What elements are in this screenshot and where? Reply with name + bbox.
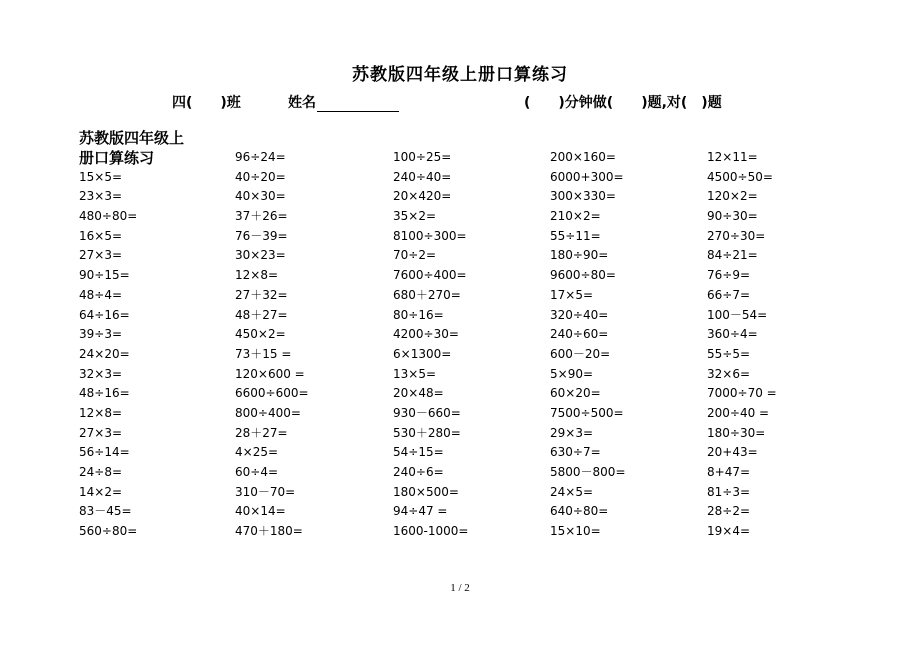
- math-problem: 12×8=: [235, 268, 279, 283]
- math-problem: 7600÷400=: [393, 268, 467, 283]
- problem-column-5: [707, 148, 777, 542]
- math-problem: 240÷60=: [550, 327, 609, 342]
- math-problem: 630÷7=: [550, 445, 601, 460]
- math-problem: 23×3=: [79, 189, 123, 204]
- section-heading: [79, 128, 184, 168]
- math-problem: 27×3=: [79, 248, 123, 263]
- math-problem: 40×14=: [235, 504, 286, 519]
- math-problem: 5×90=: [550, 366, 594, 381]
- math-problem: 12×11=: [707, 150, 758, 164]
- math-problem: 6×1300=: [393, 346, 452, 361]
- math-problem: 20+43=: [707, 445, 758, 460]
- problem-column-2: [235, 148, 309, 542]
- math-problem: 28÷2=: [707, 504, 751, 519]
- name-field: [288, 92, 399, 112]
- math-problem: 7000÷70 =: [707, 386, 777, 401]
- page-title: 苏教版四年级上册口算练习: [352, 65, 568, 85]
- math-problem: 55÷5=: [707, 346, 751, 361]
- math-problem: 32×3=: [79, 366, 123, 381]
- math-problem: 48÷4=: [79, 287, 123, 302]
- problem-column-1: [79, 168, 137, 542]
- math-problem: 15×10=: [550, 524, 601, 539]
- math-problem: 120×600 =: [235, 366, 305, 381]
- math-problem: 200×160=: [550, 150, 616, 164]
- math-problem: 20×420=: [393, 189, 452, 204]
- math-problem: 29×3=: [550, 425, 594, 440]
- math-problem: 7500÷500=: [550, 405, 624, 420]
- math-problem: 480÷80=: [79, 209, 138, 224]
- math-problem: 17×5=: [550, 287, 594, 302]
- math-problem: 35×2=: [393, 209, 437, 224]
- math-problem: 300×330=: [550, 189, 616, 204]
- math-problem: 40÷20=: [235, 169, 286, 184]
- math-problem: 4×25=: [235, 445, 279, 460]
- math-problem: 100÷25=: [393, 150, 452, 164]
- math-problem: 55÷11=: [550, 228, 601, 243]
- math-problem: 37＋26=: [235, 209, 288, 224]
- math-problem: 450×2=: [235, 327, 286, 342]
- math-problem: 240÷40=: [393, 169, 452, 184]
- math-problem: 48÷16=: [79, 386, 130, 401]
- math-problem: 800÷400=: [235, 405, 301, 420]
- math-problem: 1600-1000=: [393, 524, 469, 539]
- math-problem: 76－39=: [235, 228, 288, 243]
- math-problem: 30×23=: [235, 248, 286, 263]
- math-problem: 76÷9=: [707, 268, 751, 283]
- math-problem: 14×2=: [79, 484, 123, 499]
- math-problem: 310－70=: [235, 484, 296, 499]
- math-problem: 24×20=: [79, 346, 130, 361]
- math-problem: 6000+300=: [550, 169, 624, 184]
- math-problem: 24÷8=: [79, 465, 123, 479]
- timing-field: ( )分钟做( )题,对( )题: [524, 95, 722, 111]
- name-blank-line: [317, 97, 399, 112]
- math-problem: 360÷4=: [707, 327, 758, 342]
- math-problem: 32×6=: [707, 366, 751, 381]
- math-problem: 270÷30=: [707, 228, 766, 243]
- math-problem: 16×5=: [79, 228, 123, 243]
- math-problem: 4500÷50=: [707, 169, 773, 184]
- math-problem: 5800－800=: [550, 465, 626, 479]
- math-problem: 90÷30=: [707, 209, 758, 224]
- math-problem: 81÷3=: [707, 484, 751, 499]
- math-problem: 4200÷30=: [393, 327, 459, 342]
- math-problem: 60÷4=: [235, 465, 279, 479]
- math-problem: 180÷90=: [550, 248, 609, 263]
- math-problem: 60×20=: [550, 386, 601, 401]
- math-problem: 120×2=: [707, 189, 758, 204]
- math-problem: 94÷47 =: [393, 504, 448, 519]
- math-problem: 54÷15=: [393, 445, 444, 460]
- math-problem: 530＋280=: [393, 425, 461, 440]
- math-problem: 27＋32=: [235, 287, 288, 302]
- math-problem: 70÷2=: [393, 248, 437, 263]
- math-problem: 640÷80=: [550, 504, 609, 519]
- math-problem: 200÷40 =: [707, 405, 770, 420]
- math-problem: 320÷40=: [550, 307, 609, 322]
- math-problem: 73＋15 =: [235, 346, 292, 361]
- math-problem: 48＋27=: [235, 307, 288, 322]
- math-problem: 8100÷300=: [393, 228, 467, 243]
- math-problem: 27×3=: [79, 425, 123, 440]
- problem-column-3: [393, 148, 468, 542]
- class-field: 四( )班: [172, 95, 241, 111]
- math-problem: 240÷6=: [393, 465, 444, 479]
- math-problem: 600－20=: [550, 346, 611, 361]
- problem-column-4: [550, 148, 626, 542]
- page-number: 1 / 2: [450, 582, 470, 594]
- math-problem: 56÷14=: [79, 445, 130, 460]
- math-problem: 930－660=: [393, 405, 461, 420]
- name-label: 姓名: [288, 95, 316, 111]
- math-problem: 64÷16=: [79, 307, 130, 322]
- math-problem: 40×30=: [235, 189, 286, 204]
- math-problem: 15×5=: [79, 169, 123, 184]
- math-problem: 6600÷600=: [235, 386, 309, 401]
- math-problem: 680＋270=: [393, 287, 461, 302]
- math-problem: 20×48=: [393, 386, 444, 401]
- math-problem: 180×500=: [393, 484, 459, 499]
- math-problem: 39÷3=: [79, 327, 123, 342]
- math-problem: 28＋27=: [235, 425, 288, 440]
- math-problem: 180÷30=: [707, 425, 766, 440]
- math-problem: 80÷16=: [393, 307, 444, 322]
- section-heading-line: 苏教版四年级上: [79, 129, 185, 147]
- section-heading-line: 册口算练习: [79, 149, 155, 167]
- math-problem: 560÷80=: [79, 524, 138, 539]
- math-problem: 9600÷80=: [550, 268, 616, 283]
- math-problem: 12×8=: [79, 405, 123, 420]
- math-problem: 83－45=: [79, 504, 132, 519]
- math-problem: 24×5=: [550, 484, 594, 499]
- math-problem: 210×2=: [550, 209, 601, 224]
- math-problem: 84÷21=: [707, 248, 758, 263]
- math-problem: 96÷24=: [235, 150, 286, 164]
- math-problem: 100－54=: [707, 307, 768, 322]
- math-problem: 8+47=: [707, 465, 751, 479]
- math-problem: 90÷15=: [79, 268, 130, 283]
- math-problem: 13×5=: [393, 366, 437, 381]
- math-problem: 470＋180=: [235, 524, 303, 539]
- math-problem: 66÷7=: [707, 287, 751, 302]
- math-problem: 19×4=: [707, 524, 751, 539]
